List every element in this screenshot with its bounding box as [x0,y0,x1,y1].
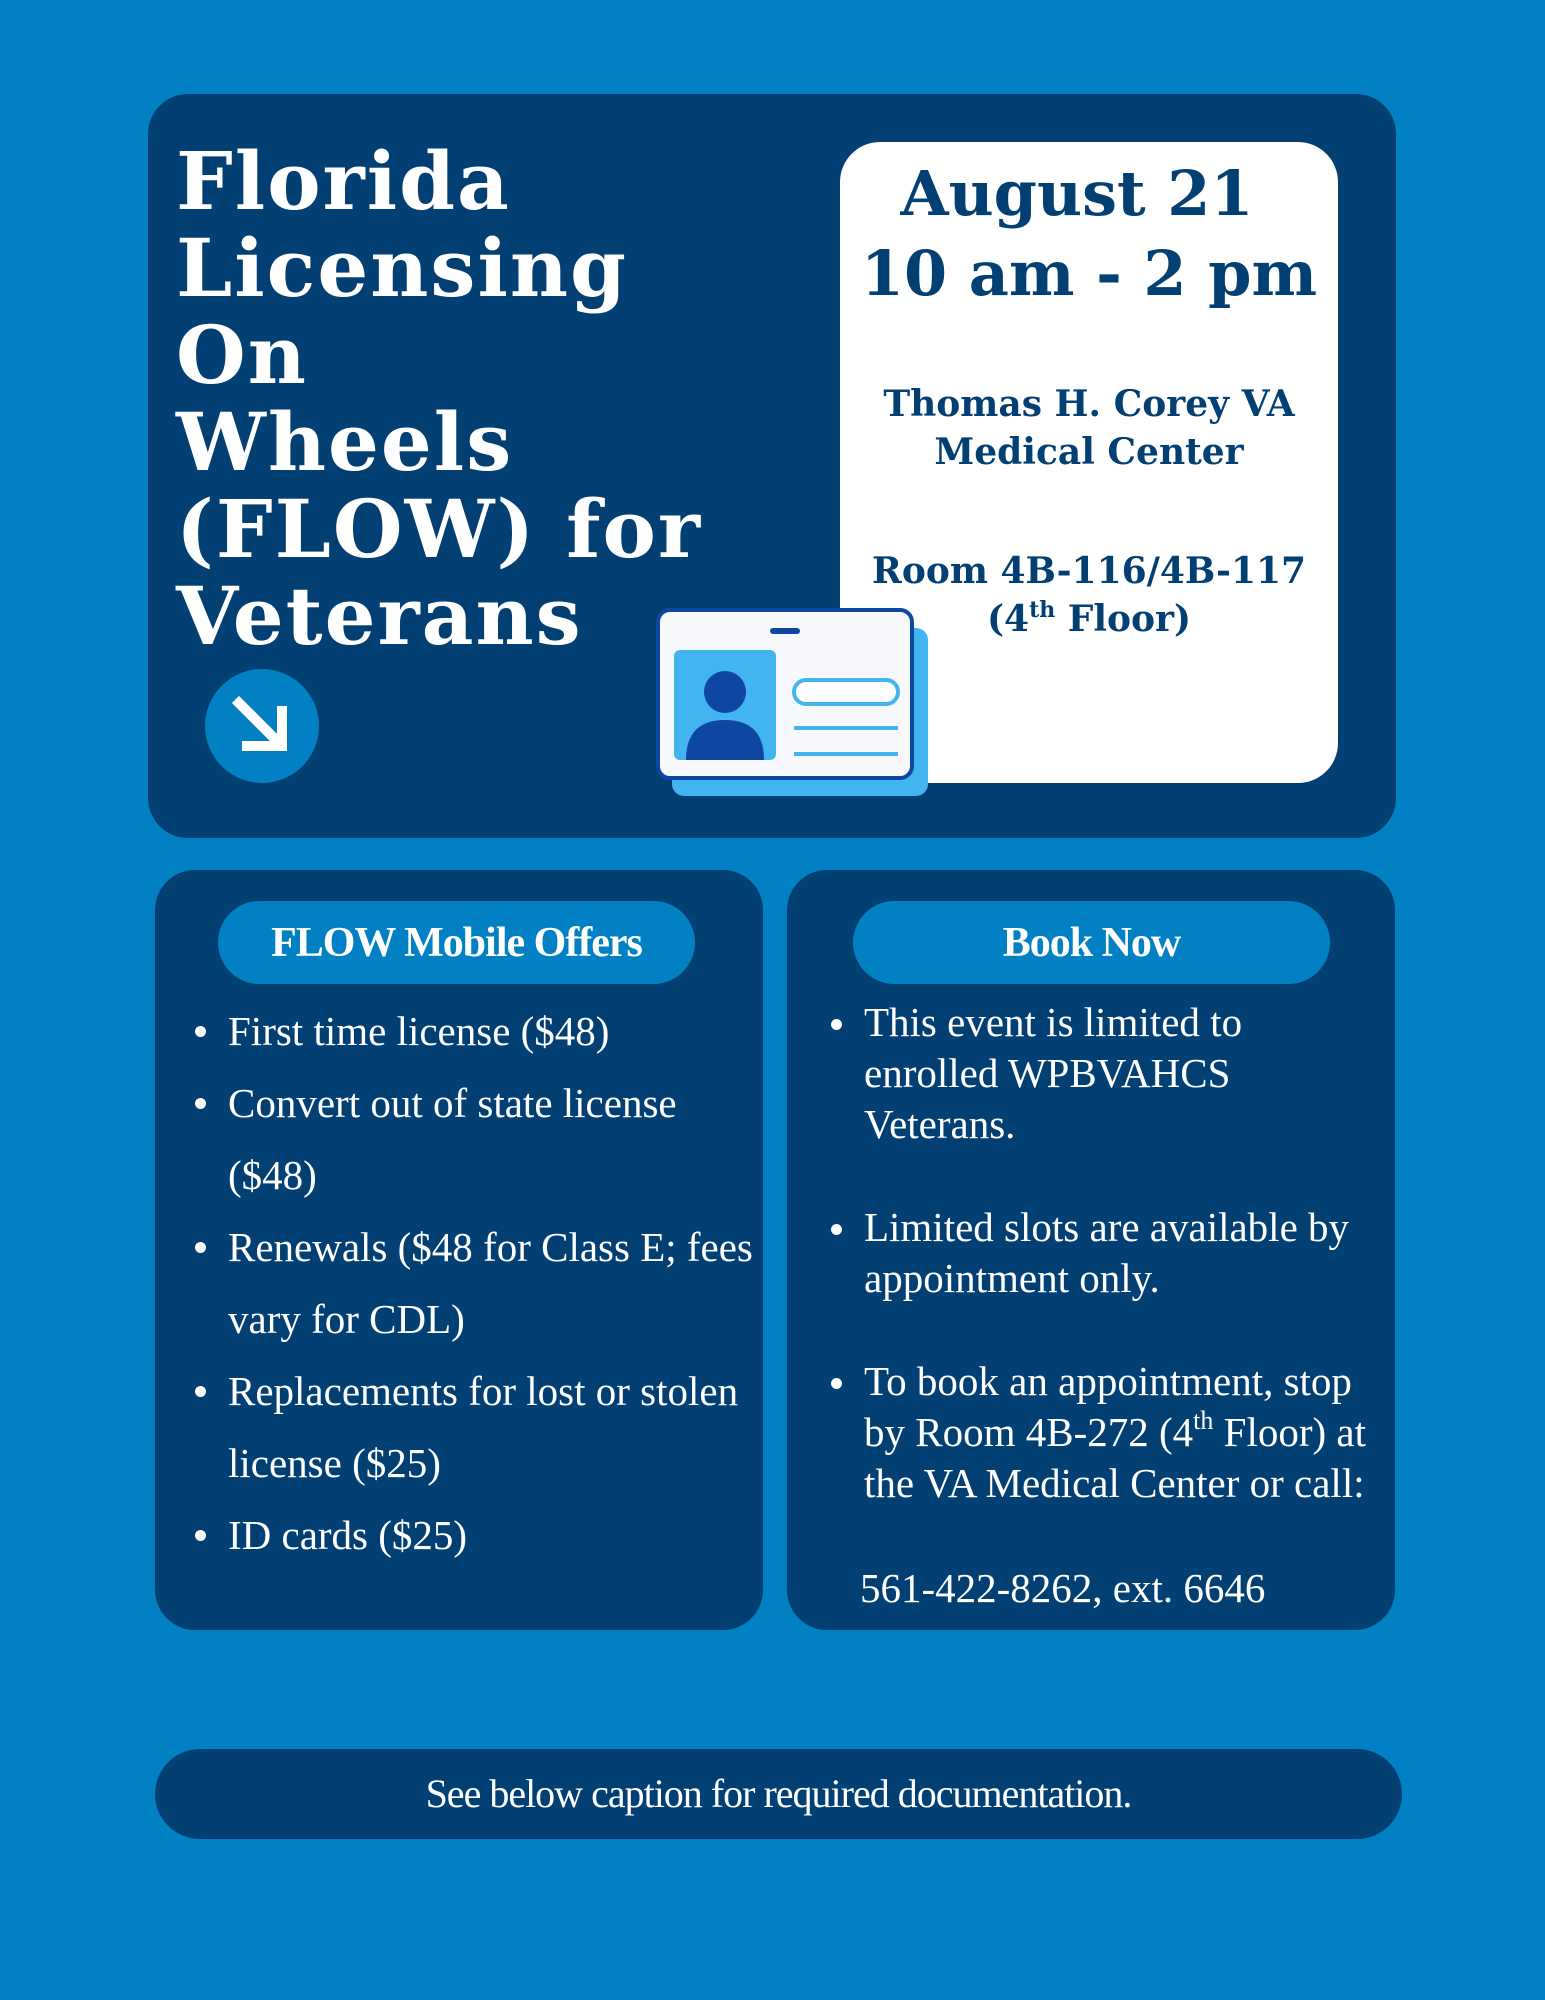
list-item: Limited slots are available by appointment only. [822,1202,1382,1304]
title-line: (FLOW) for [176,482,703,576]
event-title [176,134,703,663]
title-line: Licensing [176,221,628,315]
event-time: 10 am - 2 pm [860,237,1318,310]
list-item: ID cards ($25) [186,1499,756,1571]
offers-heading: FLOW Mobile Offers [218,901,695,984]
room-number: Room 4B-116/4B-117 [871,550,1307,592]
title-line: Wheels [176,395,514,489]
phone-number[interactable]: 561-422-8262, ext. 6646 [860,1565,1266,1611]
list-item: Renewals ($48 for Class E; fees vary for CDL) [186,1211,756,1355]
offers-list [186,995,756,1571]
event-venue: Thomas H. Corey VA Medical Center [883,383,1295,473]
book-now-button[interactable]: Book Now [853,901,1330,984]
id-card-icon [656,608,930,798]
event-date: August 21 [900,157,1254,230]
booking-list [822,997,1382,1561]
room-floor: (4th Floor) [986,597,1192,640]
title-line: Veterans [176,569,583,663]
list-item: This event is limited to enrolled WPBVAHCS Veterans. [822,997,1382,1150]
arrow-down-right-icon [205,669,319,783]
title-line: On [176,308,308,402]
arrow-button[interactable] [205,669,319,783]
list-item: To book an appointment, stop by Room 4B-272 (4th Floor) at the VA Medical Center or call: [822,1356,1382,1509]
footer-caption: See below caption for required documentation. [425,1771,1132,1816]
list-item: First time license ($48) [186,995,756,1067]
list-item: Convert out of state license ($48) [186,1067,756,1211]
title-line: Florida [176,134,511,228]
list-item: Replacements for lost or stolen license ($25) [186,1355,756,1499]
